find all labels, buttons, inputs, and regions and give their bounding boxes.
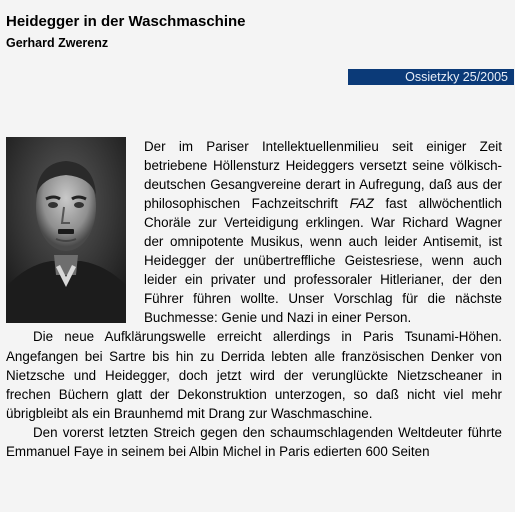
issue-label: Ossietzky 25/2005 xyxy=(405,70,508,84)
article-author: Gerhard Zwerenz xyxy=(6,36,109,50)
paragraph-1: Der im Pariser Intellektuellenmilieu seit einiger Zeit betriebene Höllensturz Heideggers versetzt seine völkisch-deutschen Gesangvereine derart in Aufregung, daß aus der philosophischen Fachzeitschrift FAZ fast allwöchentlich Choräle zur Verteidigung erklingen. War Richard Wagner der omnipotente Musikus, wenn auch leider Antisemit, ist Heidegger der unübertreffliche Geistesriese, wenn auch leider ein privater und professoraler Hitlerianer, der den Führer führen wollte. Unser Vorschlag für die nächste Buchmesse: Genie und Nazi in einer Person. xyxy=(144,139,503,326)
article-title: Heidegger in der Waschmaschine xyxy=(6,13,246,30)
paragraph-3: Den vorerst letzten Streich gegen den schaumschlagenden Weltdeuter führte Emmanuel Faye in seinem bei Albin Michel in Paris edierten 600 Seiten xyxy=(6,424,502,459)
paragraph-2: Die neue Aufklärungswelle erreicht allerdings in Paris Tsunami-Höhen. Angefangen bei Sartre bis hin zu Derrida lebten alle französischen Denker von Nietzsche und Heidegger, doch jetzt wird der verunglückte Nietzscheaner in frechen Büchern glatt der Dekonstruktion unterzogen, so daß nicht viel mehr übrigbleibt als ein Braunhemd mit Drang zur Waschmaschine. xyxy=(6,329,502,421)
issue-link[interactable] xyxy=(348,69,514,85)
faz-italic: FAZ xyxy=(349,196,374,212)
article-body xyxy=(6,137,502,461)
